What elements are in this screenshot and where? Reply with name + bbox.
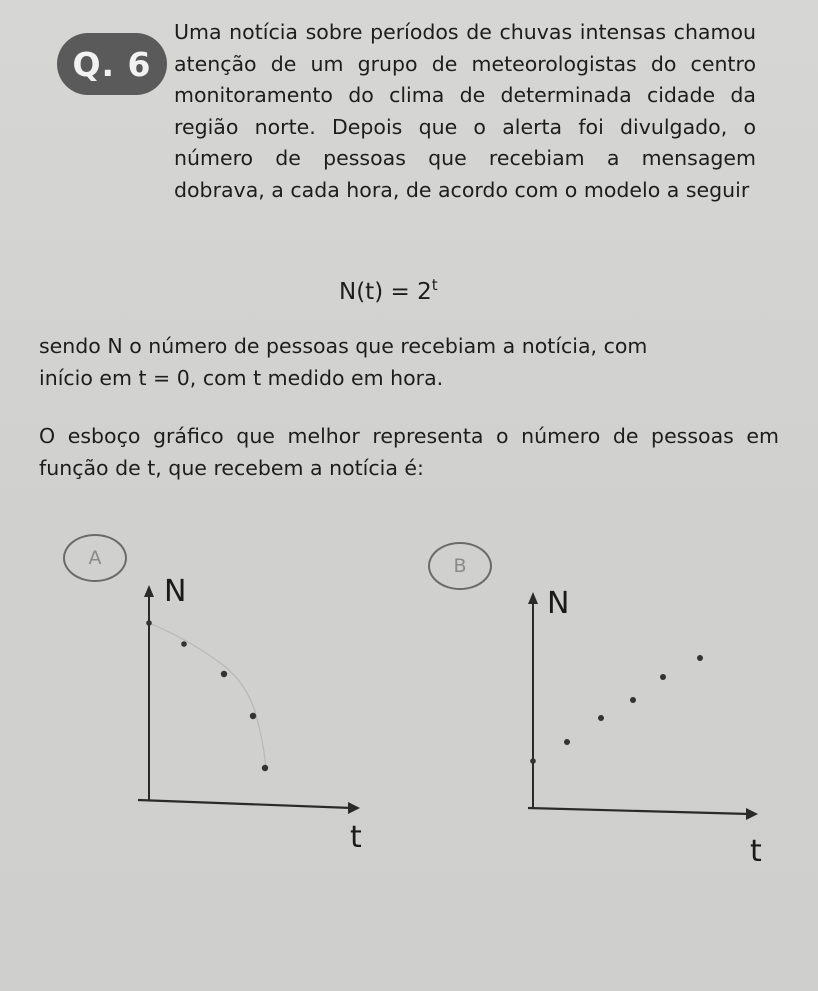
option-a-x-arrow	[348, 802, 360, 814]
option-a-point-4	[250, 713, 256, 719]
option-b-point-5	[660, 674, 666, 680]
option-a-point-2	[181, 641, 187, 647]
option-a-point-1	[146, 620, 152, 626]
option-a-y-label: N	[164, 574, 187, 609]
option-a-point-3	[221, 671, 227, 677]
option-a-faint-curve	[149, 623, 266, 767]
paragraph-2-line-2: início em t = 0, com t medido em hora.	[39, 366, 444, 390]
question-number-badge: Q. 6	[57, 33, 167, 95]
option-b-x-axis	[528, 808, 750, 814]
formula	[339, 270, 438, 307]
question-paragraph-2	[39, 330, 779, 394]
option-b-x-label: t	[750, 834, 762, 869]
option-b-graph	[510, 575, 780, 875]
option-b-letter[interactable]: B	[428, 542, 492, 590]
option-a-point-5	[262, 765, 268, 771]
option-b-x-arrow	[746, 808, 758, 820]
option-a-x-label: t	[350, 820, 362, 855]
option-a-x-axis	[138, 800, 352, 808]
option-b-point-6	[697, 655, 703, 661]
question-prompt: O esboço gráfico que melhor representa o número de pessoas em função de t, que recebem a notícia é:	[39, 424, 779, 480]
formula-base: N(t) = 2	[339, 279, 432, 305]
formula-exponent: t	[431, 276, 438, 294]
option-a-letter[interactable]: A	[63, 534, 127, 582]
option-b-point-2	[564, 739, 570, 745]
option-b-y-arrow	[528, 592, 538, 604]
option-a-y-arrow	[144, 585, 154, 597]
paragraph-2-line-1: sendo N o número de pessoas que recebiam a notícia, com	[39, 334, 648, 358]
option-b-point-1	[530, 758, 536, 764]
option-a-graph	[120, 565, 380, 865]
option-b-y-label: N	[547, 586, 570, 621]
option-b-point-4	[630, 697, 636, 703]
question-intro-text: Uma notícia sobre períodos de chuvas intensas chamou atenção de um grupo de meteorologistas do centro monitoramento do clima de determinada cidade da região norte. Depois que o alerta foi divulgado, o número de pessoas que recebiam a mensagem dobrava, a cada hora, de acordo com o modelo a seguir	[174, 20, 756, 202]
option-b-point-3	[598, 715, 604, 721]
